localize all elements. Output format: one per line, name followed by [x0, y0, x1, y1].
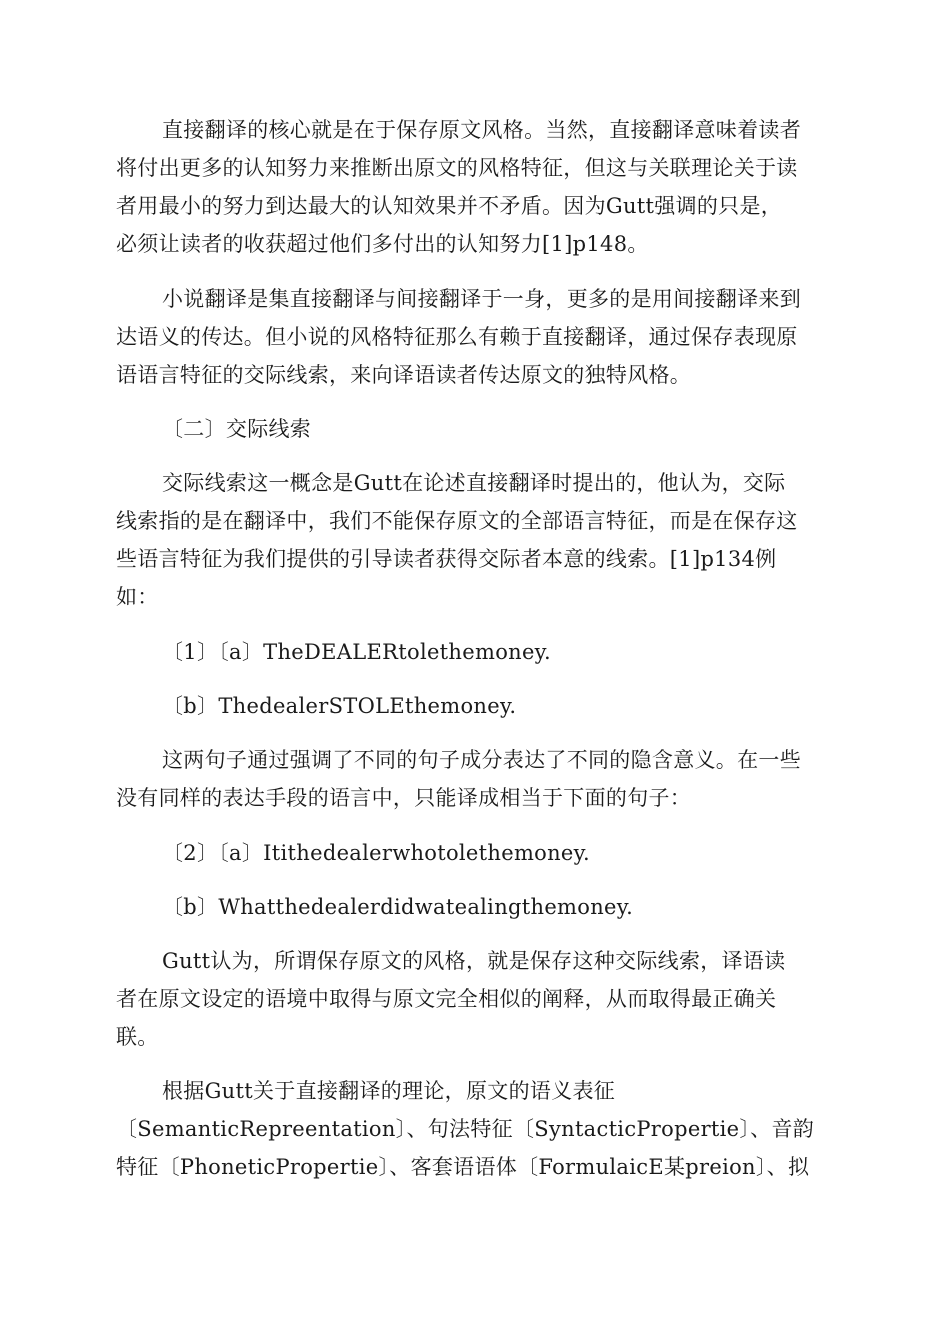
paragraph-1-line-1: 直接翻译的核心就是在于保存原文风格。当然，直接翻译意味着读者 — [162, 118, 801, 142]
paragraph-1-line-3: 者用最小的努力到达最大的认知效果并不矛盾。因为Gutt强调的只是， — [116, 194, 783, 218]
paragraph-3-line-1: 交际线索这一概念是Gutt在论述直接翻译时提出的，他认为，交际 — [162, 471, 786, 495]
paragraph-6-line-3: 特征〔PhoneticPropertie〕、客套语语体〔FormulaicE某preion〕、拟 — [116, 1155, 810, 1179]
paragraph-5-line-3: 联。 — [116, 1025, 159, 1049]
paragraph-3-line-3: 些语言特征为我们提供的引导读者获得交际者本意的线索。[1]p134例 — [116, 547, 777, 571]
paragraph-6-line-1: 根据Gutt关于直接翻译的理论，原文的语义表征 — [162, 1079, 616, 1103]
paragraph-5-line-2: 者在原文设定的语境中取得与原文完全相似的阐释，从而取得最正确关 — [116, 987, 777, 1011]
paragraph-2-line-3: 语语言特征的交际线索，来向译语读者传达原文的独特风格。 — [116, 363, 692, 387]
paragraph-1-line-4: 必须让读者的收获超过他们多付出的认知努力[1]p148。 — [116, 232, 649, 256]
example-2a: 〔2〕〔a〕Itithedealerwhotolethemoney. — [162, 841, 591, 865]
example-2b: 〔b〕Whatthedealerdidwatealingthemoney. — [162, 895, 634, 919]
paragraph-5-line-1: Gutt认为，所谓保存原文的风格，就是保存这种交际线索，译语读 — [162, 949, 786, 973]
paragraph-3-line-4: 如： — [116, 585, 159, 609]
paragraph-1-line-2: 将付出更多的认知努力来推断出原文的风格特征，但这与关联理论关于读 — [116, 156, 798, 180]
paragraph-2-line-2: 达语义的传达。但小说的风格特征那么有赖于直接翻译，通过保存表现原 — [116, 325, 798, 349]
paragraph-3-line-2: 线索指的是在翻译中，我们不能保存原文的全部语言特征，而是在保存这 — [116, 509, 798, 533]
example-1a: 〔1〕〔a〕TheDEALERtolethemoney. — [162, 640, 552, 664]
paragraph-4-line-2: 没有同样的表达手段的语言中，只能译成相当于下面的句子： — [116, 786, 692, 810]
section-heading: 〔二〕交际线索 — [162, 417, 312, 441]
paragraph-6-line-2: 〔SemanticRepreentation〕、句法特征〔SyntacticPropertie〕、音韵 — [116, 1117, 815, 1141]
example-1b: 〔b〕ThedealerSTOLEthemoney. — [162, 694, 517, 718]
paragraph-2-line-1: 小说翻译是集直接翻译与间接翻译于一身，更多的是用间接翻译来到 — [162, 287, 801, 311]
paragraph-4-line-1: 这两句子通过强调了不同的句子成分表达了不同的隐含意义。在一些 — [162, 748, 801, 772]
